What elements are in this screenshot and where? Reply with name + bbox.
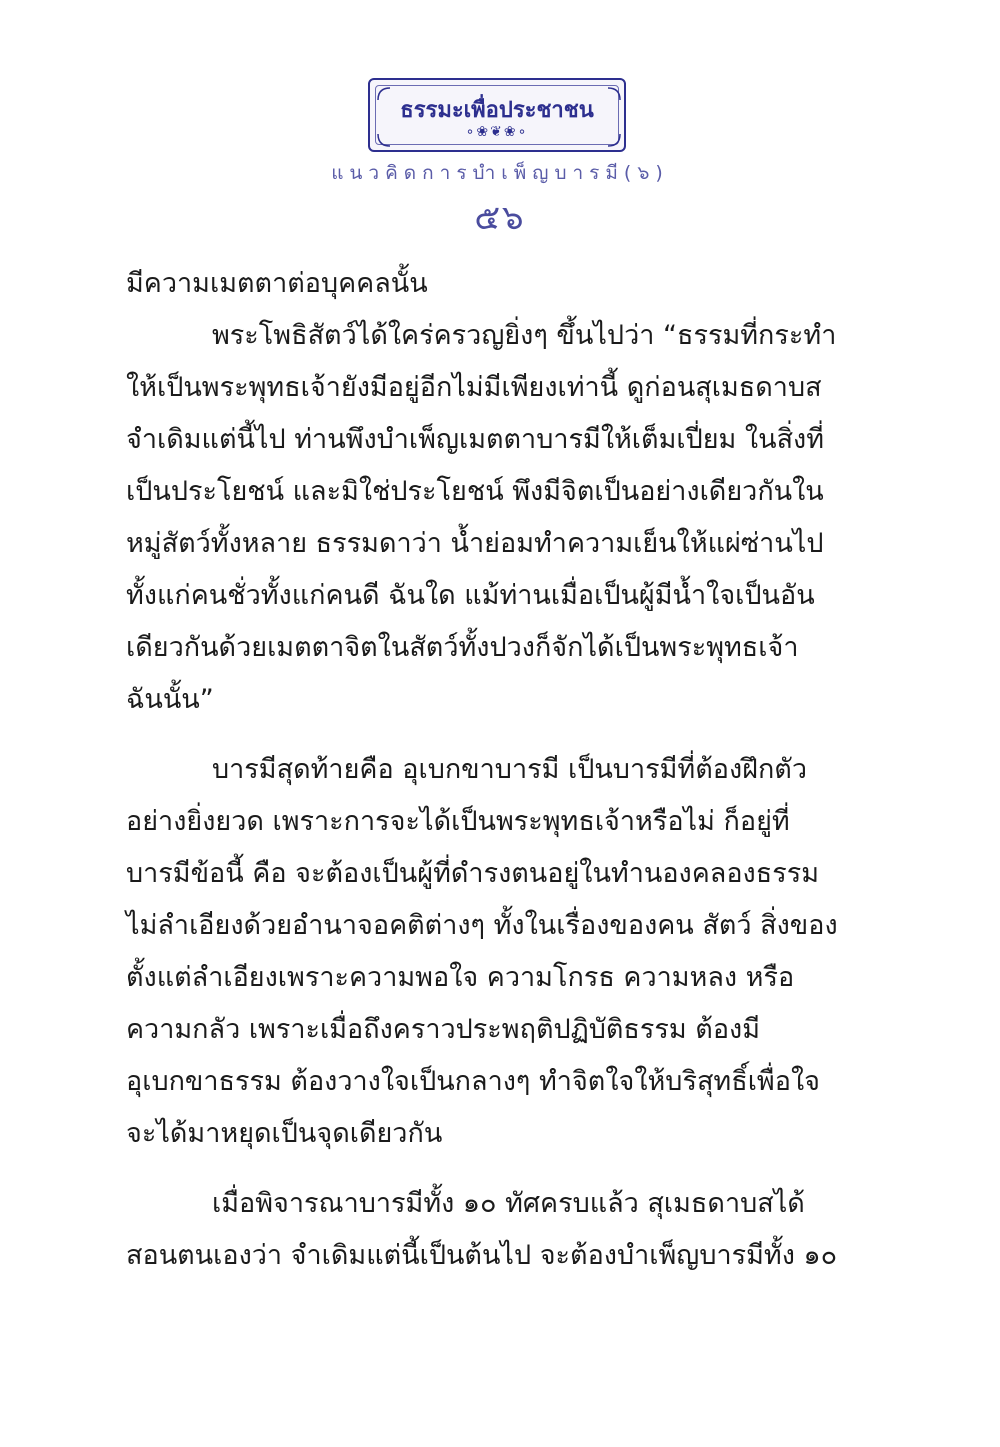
text-line: สอนตนเองว่า จำเดิมแต่นี้เป็นต้นไป จะต้องบำเพ็ญบารมีทั้ง ๑๐: [126, 1240, 838, 1271]
paragraph-gap: [126, 726, 856, 744]
body-text: [126, 258, 856, 1282]
text-line: จำเดิมแต่นี้ไป ท่านพึงบำเพ็ญเมตตาบารมีให้เต็มเปี่ยม ในสิ่งที่: [126, 424, 825, 455]
text-line: เป็นประโยชน์ และมิใช่ประโยชน์ พึงมีจิตเป็นอย่างเดียวกันใน: [126, 476, 824, 507]
text-line: หมู่สัตว์ทั้งหลาย ธรรมดาว่า น้ำย่อมทำความเย็นให้แผ่ซ่านไป: [126, 528, 824, 559]
logo-title: ธรรมะเพื่อประชาชน: [400, 98, 594, 123]
text-line: มีความเมตตาต่อบุคคลนั้น: [126, 268, 428, 299]
text-line: บารมีข้อนี้ คือ จะต้องเป็นผู้ที่ดำรงตนอยู่ในทำนองคลองธรรม: [126, 858, 820, 889]
text-line: ตั้งแต่ลำเอียงเพราะความพอใจ ความโกรธ ความหลง หรือ: [126, 962, 795, 993]
text-line: บารมีสุดท้ายคือ อุเบกขาบารมี เป็นบารมีที่ต้องฝึกตัว: [212, 754, 808, 785]
paragraph-gap: [126, 1160, 856, 1178]
paragraph: [126, 744, 856, 1160]
text-line: พระโพธิสัตว์ได้ใคร่ครวญยิ่งๆ ขึ้นไปว่า “ธรรมที่กระทำ: [212, 320, 837, 351]
text-line: ฉันนั้น”: [126, 684, 214, 715]
paragraph: [126, 310, 856, 726]
text-line: ให้เป็นพระพุทธเจ้ายังมีอยู่อีกไม่มีเพียงเท่านี้ ดูก่อนสุเมธดาบส: [126, 372, 822, 403]
paragraph: [126, 1178, 856, 1282]
text-line: ไม่ลำเอียงด้วยอำนาจอคติต่างๆ ทั้งในเรื่องของคน สัตว์ สิ่งของ: [126, 910, 838, 941]
text-line: จะได้มาหยุดเป็นจุดเดียวกัน: [126, 1118, 443, 1149]
text-line: อุเบกขาธรรม ต้องวางใจเป็นกลางๆ ทำจิตใจให้บริสุทธิ์เพื่อใจ: [126, 1066, 820, 1097]
book-series-logo: [368, 78, 626, 152]
text-line: ความกลัว เพราะเมื่อถึงคราวประพฤติปฏิบัติธรรม ต้องมี: [126, 1014, 761, 1045]
running-title: แนวคิดการบำเพ็ญบารมี(๖): [331, 162, 669, 184]
text-line: เมื่อพิจารณาบารมีทั้ง ๑๐ ทัศครบแล้ว สุเมธดาบสได้: [212, 1188, 805, 1219]
page-number: ๕๖: [474, 198, 526, 238]
text-line: อย่างยิ่งยวด เพราะการจะได้เป็นพระพุทธเจ้าหรือไม่ ก็อยู่ที่: [126, 806, 790, 837]
logo-flourish-icon: ∘❀❦❀∘: [465, 124, 529, 140]
text-line: เดียวกันด้วยเมตตาจิตในสัตว์ทั้งปวงก็จักได้เป็นพระพุทธเจ้า: [126, 632, 799, 663]
paragraph: [126, 258, 856, 310]
text-line: ทั้งแก่คนชั่วทั้งแก่คนดี ฉันใด แม้ท่านเมื่อเป็นผู้มีน้ำใจเป็นอัน: [126, 580, 815, 611]
